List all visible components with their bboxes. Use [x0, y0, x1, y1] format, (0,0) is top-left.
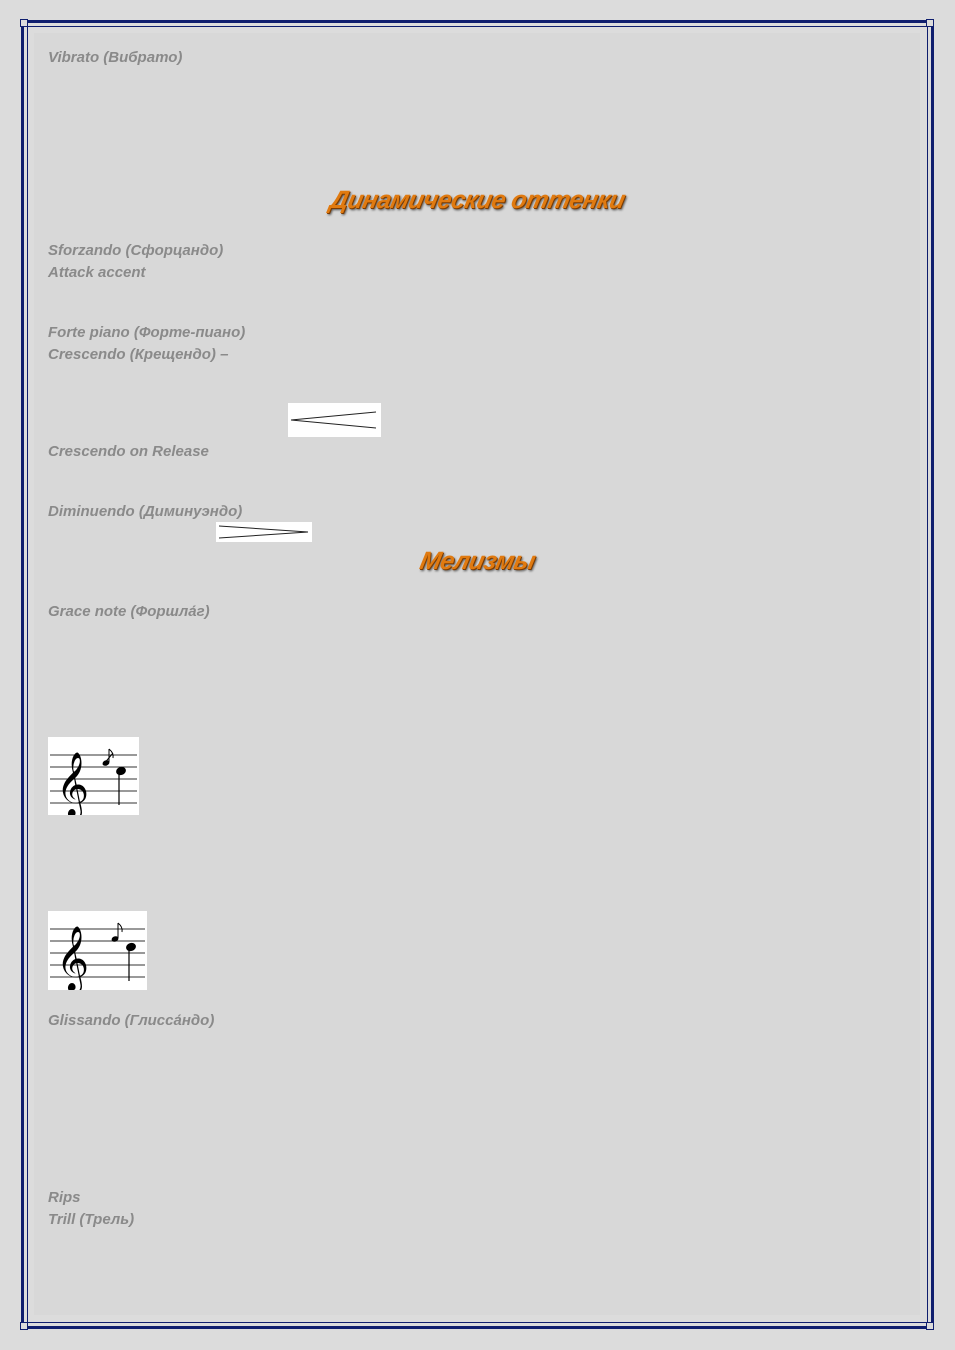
document-page [34, 33, 920, 1315]
diminuendo-hairpin-icon [216, 522, 312, 542]
svg-text:𝄞: 𝄞 [56, 926, 90, 990]
term-sforzando: Sforzando (Сфорцандо) [48, 242, 224, 259]
term-grace-note: Grace note (Форшла́г) [48, 603, 210, 620]
term-attack-accent: Attack accent [48, 264, 146, 281]
border-corner [926, 19, 934, 27]
term-crescendo: Crescendo (Крещендо) – [48, 346, 229, 363]
term-glissando: Glissando (Глисса́ндо) [48, 1012, 215, 1029]
grace-note-notation-icon [48, 911, 147, 990]
crescendo-hairpin-icon [288, 403, 381, 437]
term-diminuendo: Diminuendo (Диминуэндо) [48, 503, 243, 520]
grace-note-notation-icon [48, 737, 139, 815]
svg-text:𝄞: 𝄞 [56, 752, 90, 815]
term-forte-piano: Forte piano (Форте-пиано) [48, 324, 246, 341]
heading-melismas: Мелизмы [417, 547, 538, 575]
border-corner [926, 1322, 934, 1330]
term-rips: Rips [48, 1189, 81, 1206]
border-corner [20, 19, 28, 27]
heading-dynamics: Динамические оттенки [327, 186, 628, 214]
border-corner [20, 1322, 28, 1330]
term-crescendo-release: Crescendo on Release [48, 443, 209, 460]
term-trill: Trill (Трель) [48, 1211, 135, 1228]
term-vibrato: Vibrato (Вибрато) [48, 49, 183, 66]
